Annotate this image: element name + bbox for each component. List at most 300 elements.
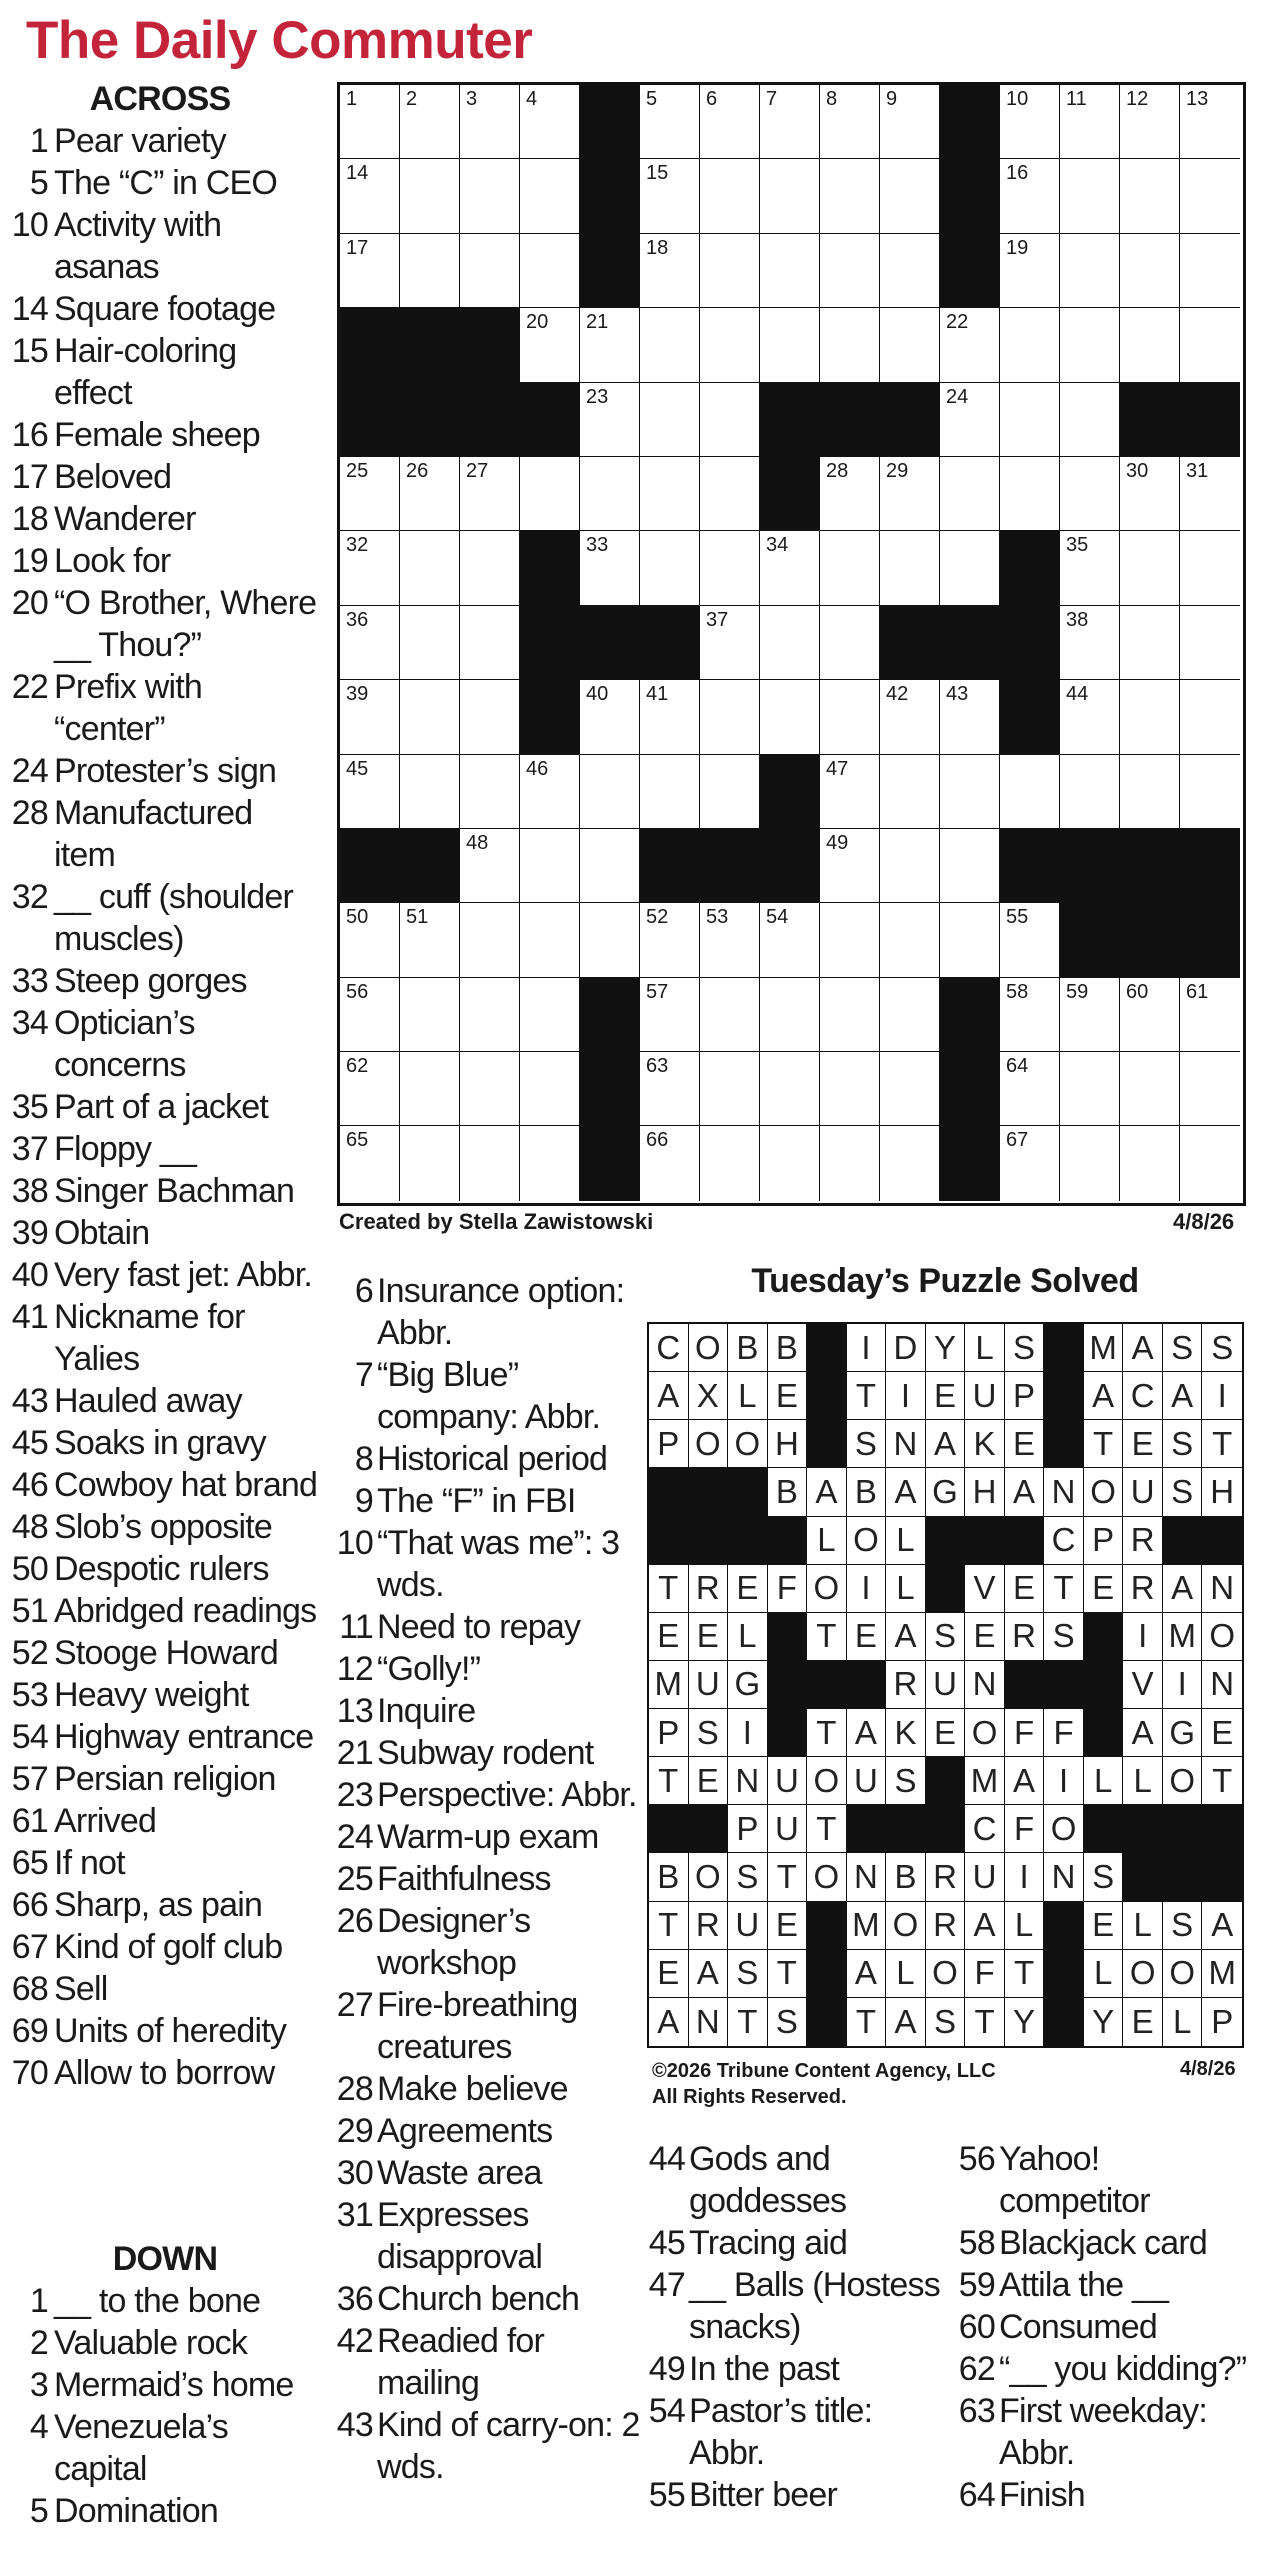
cell-number: 51	[406, 906, 429, 929]
solution-letter: E	[1123, 1998, 1163, 2046]
clue-text: Kind of carry-on: 2 wds.	[377, 2406, 640, 2486]
clue-item	[335, 2320, 640, 2404]
clue-text: Kind of golf club	[54, 1928, 283, 1966]
cell-number: 15	[646, 162, 669, 185]
grid-cell	[460, 978, 520, 1052]
down-heading: DOWN	[112, 2240, 218, 2278]
clue-item	[647, 2474, 947, 2516]
clue-number: 30	[336, 2154, 373, 2192]
grid-cell	[460, 680, 520, 754]
solution-letter: S	[1084, 1853, 1124, 1901]
grid-cell	[820, 234, 880, 308]
grid-cell	[760, 903, 820, 977]
grid-cell	[340, 531, 400, 605]
clue-text: Stooge Howard	[54, 1634, 278, 1672]
solution-letter: H	[965, 1468, 1005, 1516]
grid-cell	[700, 978, 760, 1052]
grid-cell	[520, 903, 580, 977]
solution-letter: B	[649, 1853, 689, 1901]
clue-text: Agreements	[377, 2112, 553, 2150]
solution-black-square	[926, 1757, 966, 1805]
clue-number: 25	[336, 1860, 373, 1898]
solution-letter: V	[1123, 1661, 1163, 1709]
solution-letter: A	[1123, 1709, 1163, 1757]
cell-number: 12	[1126, 88, 1149, 110]
solution-letter: I	[1163, 1661, 1203, 1709]
solution-black-square	[1044, 1998, 1084, 2046]
clue-item	[10, 162, 320, 204]
clue-item	[10, 1380, 320, 1422]
cell-number: 29	[886, 459, 909, 482]
solution-letter: S	[847, 1420, 887, 1468]
clue-text: “__ you kidding?”	[999, 2350, 1247, 2388]
clue-text: Perspective: Abbr.	[377, 1776, 637, 1814]
clue-item	[335, 1354, 640, 1438]
grid-cell	[1120, 308, 1180, 382]
clue-item	[10, 1968, 320, 2010]
solution-letter: S	[1202, 1324, 1242, 1372]
clue-text: Slob’s opposite	[54, 1508, 272, 1546]
solution-letter: E	[649, 1613, 689, 1661]
clue-item	[647, 2138, 947, 2222]
grid-cell	[820, 457, 880, 531]
grid-cell	[700, 680, 760, 754]
solution-letter: T	[649, 1757, 689, 1805]
black-square	[580, 1052, 640, 1126]
solution-letter: R	[1005, 1613, 1045, 1661]
grid-cell	[1180, 308, 1240, 382]
grid-cell	[640, 978, 700, 1052]
grid-cell	[700, 1052, 760, 1126]
black-square	[580, 159, 640, 233]
cell-number: 61	[1186, 980, 1209, 1003]
clue-number: 61	[11, 1802, 48, 1840]
clue-number: 58	[958, 2224, 995, 2262]
clue-item	[10, 960, 320, 1002]
solution-letter: S	[1163, 1324, 1203, 1372]
solution-letter: E	[1084, 1565, 1124, 1613]
solution-letter: O	[886, 1902, 926, 1950]
solution-letter: O	[1084, 1468, 1124, 1516]
black-square	[940, 234, 1000, 308]
solution-black-square	[847, 1805, 887, 1853]
solution-letter: O	[1163, 1950, 1203, 1998]
solution-letter: S	[768, 1998, 808, 2046]
grid-cell	[760, 978, 820, 1052]
grid-cell	[760, 234, 820, 308]
solution-letter: U	[689, 1661, 729, 1709]
solution-letter: L	[807, 1517, 847, 1565]
clue-text: In the past	[689, 2350, 839, 2388]
cell-number: 67	[1006, 1129, 1029, 1152]
grid-cell	[1060, 680, 1120, 754]
grid-cell	[640, 457, 700, 531]
cell-number: 21	[586, 311, 609, 334]
solution-black-square	[1123, 1805, 1163, 1853]
grid-cell	[700, 1126, 760, 1200]
cell-number: 9	[886, 88, 898, 110]
solution-letter: O	[965, 1709, 1005, 1757]
solution-letter: L	[1084, 1950, 1124, 1998]
clue-number: 10	[11, 206, 48, 244]
grid-cell	[820, 978, 880, 1052]
clue-number: 48	[11, 1508, 48, 1546]
grid-cell	[1000, 159, 1060, 233]
grid-cell	[1060, 383, 1120, 457]
clue-text: Soaks in gravy	[54, 1424, 266, 1462]
cell-number: 54	[766, 906, 789, 929]
solution-letter: T	[807, 1613, 847, 1661]
clue-text: Units of heredity	[54, 2012, 287, 2050]
solution-black-square	[807, 1661, 847, 1709]
solution-letter: B	[886, 1853, 926, 1901]
clue-number: 9	[354, 1482, 373, 1520]
grid-cell	[880, 1126, 940, 1200]
cell-number: 42	[886, 683, 909, 706]
grid-cell	[700, 383, 760, 457]
grid-cell	[1000, 1126, 1060, 1200]
solution-letter: T	[768, 1950, 808, 1998]
solution-letter: A	[926, 1420, 966, 1468]
cell-number: 37	[706, 608, 729, 631]
grid-cell	[880, 234, 940, 308]
grid-cell	[340, 234, 400, 308]
solution-black-square	[689, 1468, 729, 1516]
solution-black-square	[926, 1805, 966, 1853]
clue-item	[10, 2322, 320, 2364]
grid-cell	[640, 159, 700, 233]
solution-letter: O	[1044, 1805, 1084, 1853]
grid-cell	[640, 85, 700, 159]
solution-black-square	[807, 1420, 847, 1468]
black-square	[340, 829, 400, 903]
cell-number: 18	[646, 236, 669, 259]
solution-letter: P	[1211, 2002, 1234, 2040]
clue-number: 43	[11, 1382, 48, 1420]
solution-black-square	[1202, 1517, 1242, 1565]
clue-number: 65	[11, 1844, 48, 1882]
solution-letter: O	[926, 1950, 966, 1998]
clue-number: 4	[29, 2408, 48, 2446]
solution-letter: N	[847, 1853, 887, 1901]
grid-cell	[640, 383, 700, 457]
cell-number: 13	[1186, 88, 1209, 110]
clue-number: 34	[11, 1004, 48, 1042]
black-square	[940, 1052, 1000, 1126]
grid-cell	[1180, 85, 1240, 159]
clue-item	[10, 1632, 320, 1674]
clue-number: 40	[11, 1256, 48, 1294]
solution-letter: L	[886, 1517, 926, 1565]
clue-text: Hauled away	[54, 1382, 242, 1420]
solution-letter: Y	[1084, 1998, 1124, 2046]
solution-letter: D	[886, 1324, 926, 1372]
solution-letter: O	[1123, 1950, 1163, 1998]
solution-letter: N	[1044, 1853, 1084, 1901]
clue-number: 18	[11, 500, 48, 538]
solution-letter: I	[1123, 1613, 1163, 1661]
solution-letter: E	[847, 1613, 887, 1661]
clue-text: Singer Bachman	[54, 1172, 295, 1210]
clue-text: Highway entrance	[54, 1718, 314, 1756]
cell-number: 30	[1126, 459, 1149, 482]
solution-black-square	[807, 1324, 847, 1372]
black-square	[580, 85, 640, 159]
clue-item	[10, 1842, 320, 1884]
credit-line: Created by Stella Zawistowski	[339, 1209, 654, 1234]
grid-cell	[1180, 531, 1240, 605]
grid-cell	[1060, 1126, 1120, 1200]
solution-letter: T	[768, 1853, 808, 1901]
clue-number: 32	[11, 878, 48, 916]
clue-number: 27	[336, 1986, 373, 2024]
cell-number: 38	[1066, 608, 1089, 631]
solution-letter: T	[1202, 1420, 1242, 1468]
clue-number: 66	[11, 1886, 48, 1924]
cell-number: 22	[946, 311, 969, 334]
clue-item	[335, 1606, 640, 1648]
solution-letter: L	[1123, 1757, 1163, 1805]
cell-number: 63	[646, 1055, 669, 1078]
grid-cell	[1000, 457, 1060, 531]
grid-cell	[580, 531, 640, 605]
clue-item	[10, 1758, 320, 1800]
solution-letter: G	[926, 1468, 966, 1516]
clue-text: Hair-coloring effect	[54, 332, 237, 412]
grid-cell	[520, 1126, 580, 1200]
clue-text: Attila the __	[999, 2266, 1169, 2304]
clue-number: 46	[11, 1466, 48, 1504]
clue-text: Optician’s concerns	[54, 1004, 195, 1084]
solution-letter: T	[1005, 1950, 1045, 1998]
grid-cell	[340, 755, 400, 829]
grid-cell	[520, 85, 580, 159]
clue-item	[335, 2110, 640, 2152]
grid-cell	[1060, 531, 1120, 605]
black-square	[760, 383, 820, 457]
grid-cell	[640, 234, 700, 308]
clue-text: __ to the bone	[54, 2282, 261, 2320]
clue-number: 15	[11, 332, 48, 370]
solution-letter: R	[1123, 1517, 1163, 1565]
black-square	[460, 308, 520, 382]
grid-cell	[820, 829, 880, 903]
clue-number: 26	[336, 1902, 373, 1940]
clue-item	[10, 2490, 320, 2532]
cell-number: 26	[406, 459, 429, 482]
clue-number: 31	[336, 2196, 373, 2234]
grid-cell	[340, 85, 400, 159]
clue-number: 60	[958, 2308, 995, 2346]
cell-number: 14	[346, 162, 369, 185]
cell-number: 44	[1066, 683, 1089, 706]
clue-item	[335, 1438, 640, 1480]
grid-cell	[1180, 680, 1240, 754]
clue-number: 47	[648, 2266, 685, 2304]
black-square	[880, 606, 940, 680]
grid-cell	[400, 680, 460, 754]
black-square	[400, 308, 460, 382]
grid-cell	[1060, 457, 1120, 531]
grid-cell	[760, 308, 820, 382]
solution-letter: T	[807, 1709, 847, 1757]
clue-item	[647, 2264, 947, 2348]
copyright	[652, 2058, 996, 2110]
grid-cell	[700, 308, 760, 382]
solution-letter: E	[926, 1372, 966, 1420]
solution-letter: A	[1123, 1324, 1163, 1372]
grid-cell	[880, 755, 940, 829]
solution-letter: O	[728, 1420, 768, 1468]
solution-letter: S	[728, 1950, 768, 1998]
clue-number: 42	[336, 2322, 373, 2360]
solution-black-square	[1163, 1853, 1203, 1901]
grid-cell	[1060, 755, 1120, 829]
solution-black-square	[1044, 1372, 1084, 1420]
clue-item	[10, 1590, 320, 1632]
grid-cell	[340, 1052, 400, 1126]
black-square	[400, 383, 460, 457]
grid-cell	[400, 1052, 460, 1126]
solution-letter: C	[1044, 1517, 1084, 1565]
grid-cell	[760, 1052, 820, 1126]
solution-letter: S	[886, 1757, 926, 1805]
clue-number: 69	[11, 2012, 48, 2050]
solution-letter: N	[728, 1757, 768, 1805]
grid-cell	[880, 903, 940, 977]
grid-cell	[1120, 159, 1180, 233]
clue-text: Venezuela’s capital	[54, 2408, 228, 2488]
solution-letter: F	[1005, 1709, 1045, 1757]
clue-number: 59	[958, 2266, 995, 2304]
cell-number: 62	[346, 1055, 369, 1078]
clue-text: Arrived	[54, 1802, 157, 1840]
solution-letter: E	[728, 1565, 768, 1613]
clue-item	[335, 2194, 640, 2278]
cell-number: 3	[466, 88, 478, 110]
grid-cell	[580, 755, 640, 829]
solution-letter: I	[1005, 1853, 1045, 1901]
black-square	[340, 308, 400, 382]
clue-item	[10, 1128, 320, 1170]
solution-letter: R	[689, 1902, 729, 1950]
clue-number: 57	[11, 1760, 48, 1798]
solution-letter: L	[1123, 1902, 1163, 1950]
clue-item	[335, 2404, 640, 2488]
cell-number: 7	[766, 88, 778, 110]
clue-number: 33	[11, 962, 48, 1000]
solution-letter: B	[768, 1324, 808, 1372]
grid-cell	[940, 308, 1000, 382]
solution-letter: R	[689, 1565, 729, 1613]
clue-text: Allow to borrow	[54, 2054, 275, 2092]
solution-black-square	[807, 1372, 847, 1420]
down-clues-col2	[335, 1270, 640, 2488]
clue-text: Warm-up exam	[377, 1818, 599, 1856]
grid-cell	[820, 680, 880, 754]
solution-letter: M	[1084, 1324, 1124, 1372]
clue-item	[335, 2068, 640, 2110]
grid-cell	[1000, 234, 1060, 308]
grid-cell	[700, 457, 760, 531]
clue-text: If not	[54, 1844, 125, 1882]
down-clues-col4	[957, 2138, 1257, 2516]
solution-black-square	[1005, 1517, 1045, 1565]
grid-cell	[940, 383, 1000, 457]
black-square	[580, 606, 640, 680]
clue-item	[10, 1086, 320, 1128]
clue-number: 45	[11, 1424, 48, 1462]
grid-cell	[1060, 159, 1120, 233]
clue-number: 24	[11, 752, 48, 790]
across-heading: ACROSS	[89, 80, 231, 118]
solution-letter: E	[689, 1613, 729, 1661]
clue-item	[957, 2348, 1257, 2390]
clue-text: Beloved	[54, 458, 172, 496]
clue-text: __ cuff (shoulder muscles)	[54, 878, 294, 958]
solution-letter: X	[689, 1372, 729, 1420]
clue-text: Sell	[54, 1970, 108, 2008]
solution-letter: P	[649, 1709, 689, 1757]
grid-cell	[340, 680, 400, 754]
grid-cell	[580, 383, 640, 457]
cell-number: 2	[406, 88, 418, 110]
solution-letter: F	[768, 1565, 808, 1613]
solution-letter: S	[728, 1853, 768, 1901]
clue-text: Heavy weight	[54, 1676, 249, 1714]
solution-letter: I	[1202, 1372, 1242, 1420]
grid-cell	[760, 85, 820, 159]
solution-letter: O	[689, 1420, 729, 1468]
grid-cell	[640, 680, 700, 754]
clue-number: 21	[336, 1734, 373, 1772]
solution-black-square	[689, 1805, 729, 1853]
clue-text: “That was me”: 3 wds.	[377, 1524, 620, 1604]
solution-letter: N	[1202, 1661, 1242, 1709]
solution-letter: G	[728, 1661, 768, 1709]
clue-text: Nickname for Yalies	[54, 1298, 245, 1378]
solution-letter: T	[807, 1805, 847, 1853]
clue-item	[957, 2264, 1257, 2306]
clue-number: 14	[11, 290, 48, 328]
cell-number: 20	[526, 311, 549, 334]
solution-letter: A	[689, 1950, 729, 1998]
black-square	[1060, 829, 1120, 903]
cell-number: 55	[1006, 906, 1029, 929]
solution-letter: P	[649, 1420, 689, 1468]
clue-number: 52	[11, 1634, 48, 1672]
clue-text: Church bench	[377, 2280, 580, 2318]
clue-number: 22	[11, 668, 48, 706]
solution-black-square	[965, 1517, 1005, 1565]
solution-letter: O	[807, 1757, 847, 1805]
clue-item	[647, 2222, 947, 2264]
black-square	[520, 383, 580, 457]
solution-letter: O	[807, 1565, 847, 1613]
clue-text: Blackjack card	[999, 2224, 1207, 2262]
cell-number: 32	[346, 534, 369, 557]
black-square	[1120, 383, 1180, 457]
clue-number: 41	[11, 1298, 48, 1336]
grid-cell	[640, 1052, 700, 1126]
clue-number: 35	[11, 1088, 48, 1126]
clue-item	[10, 1002, 320, 1086]
grid-cell	[700, 234, 760, 308]
grid-cell	[400, 903, 460, 977]
solution-black-square	[649, 1517, 689, 1565]
solution-letter: U	[728, 1902, 768, 1950]
solution-letter: E	[1005, 1565, 1045, 1613]
